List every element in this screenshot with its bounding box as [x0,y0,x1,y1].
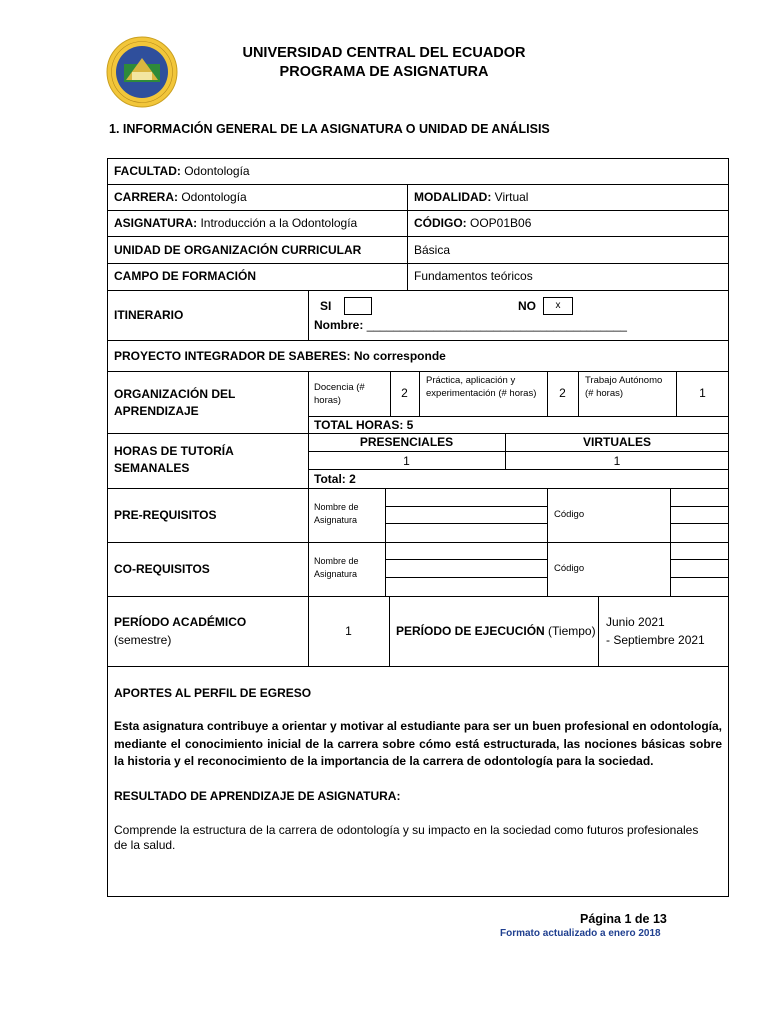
row-divider [107,596,729,597]
practica-value: 2 [559,386,566,400]
ejecucion-sub: (Tiempo) [544,624,596,638]
tutoria-label: HORAS DE TUTORÍA SEMANALES [114,444,234,475]
format-note: Formato actualizado a enero 2018 [500,928,661,939]
row-divider [107,433,729,434]
col-divider [385,488,386,596]
codigo-label: CÓDIGO: [414,216,467,230]
trabajo-value: 1 [699,386,706,400]
facultad-field [114,164,250,178]
nombre-label: Nombre: [314,318,364,332]
row-divider [670,523,729,524]
prereq-nombre-label: Nombre de Asignatura [314,502,359,525]
col-divider [578,371,579,416]
aportes-text: Esta asignatura contribuye a orientar y motivar al estudiante para ser un buen profesional en odontología, mediante el conocimiento inicial de la carrera sobre cómo está estructurada, las nociones básicas sobre la historia y el reconocimiento de la importancia de la carrera de odontología para la sociedad. [114,719,722,768]
page-number: Página 1 de 13 [580,912,667,926]
col-divider [419,371,420,416]
unidad-value: Básica [414,243,451,257]
resultado-text: Comprende la estructura de la carrera de odontología y su impacto en la sociedad como futuros profesionales de la salud. [114,823,699,852]
nombre-line: _______________________________________ [366,318,627,332]
carrera-label: CARRERA: [114,190,178,204]
row-divider [670,559,729,560]
university-seal [106,36,178,108]
periodo-label: PERÍODO ACADÉMICO [114,615,247,629]
nombre-field [314,318,627,332]
col-divider [598,596,599,666]
asignatura-label: ASIGNATURA: [114,216,198,230]
coreq-codigo-label: Código [554,563,585,574]
modalidad-value: Virtual [491,190,529,204]
proyecto-value: No corresponde [350,349,446,363]
facultad-value: Odontología [180,164,250,178]
asignatura-value: Introducción a la Odontología [197,216,358,230]
practica-label: Práctica, aplicación y experimentación (# horas) [426,375,537,399]
row-divider [107,263,729,264]
program-title: PROGRAMA DE ASIGNATURA [279,64,489,80]
periodo-value: 1 [345,624,352,638]
row-divider [107,340,729,341]
row-divider [308,451,729,452]
row-divider [107,488,729,489]
col-divider [308,371,309,596]
unidad-label: UNIDAD DE ORGANIZACIÓN CURRICULAR [114,243,362,257]
corequisitos-label: CO-REQUISITOS [114,562,210,576]
proyecto-field [114,349,446,363]
virtuales-value: 1 [613,454,621,468]
resultado-title: RESULTADO DE APRENDIZAJE DE ASIGNATURA: [114,789,401,803]
docencia-value: 2 [401,386,408,400]
section-title: 1. INFORMACIÓN GENERAL DE LA ASIGNATURA O UNIDAD DE ANÁLISIS [109,122,550,136]
row-divider [107,236,729,237]
presenciales-label: PRESENCIALES [359,435,454,449]
col-divider [308,290,309,340]
row-divider [107,290,729,291]
tutoria-total: Total: 2 [314,472,356,486]
row-divider [107,371,729,372]
campo-value: Fundamentos teóricos [414,269,533,283]
codigo-value: OOP01B06 [466,216,532,230]
total-horas: TOTAL HORAS: 5 [314,418,414,432]
docencia-label: Docencia (# horas) [314,382,365,406]
row-divider [385,506,547,507]
prereq-codigo-label: Código [554,509,585,520]
codigo-field [414,216,531,230]
si-label: SI [320,299,332,313]
carrera-field [114,190,247,204]
ejecucion-field [396,624,596,638]
aportes-title: APORTES AL PERFIL DE EGRESO [114,686,312,700]
periodo-sub: (semestre) [114,633,172,647]
row-divider [107,666,729,667]
si-checkbox[interactable] [344,297,372,315]
ejecucion-end: - Septiembre 2021 [606,633,705,647]
row-divider [107,542,729,543]
organizacion-label: ORGANIZACIÓN DEL APRENDIZAJE [114,387,236,418]
itinerario-label: ITINERARIO [114,308,184,322]
modalidad-field [414,190,528,204]
row-divider [385,559,547,560]
col-divider [670,488,671,596]
trabajo-label: Trabajo Autónomo (# horas) [585,375,663,399]
ejecucion-label: PERÍODO DE EJECUCIÓN [396,624,545,638]
row-divider [670,577,729,578]
row-divider [107,184,729,185]
asignatura-field [114,216,357,230]
row-divider [385,523,547,524]
col-divider [389,596,390,666]
proyecto-label: PROYECTO INTEGRADOR DE SABERES: [114,349,351,363]
coreq-nombre-label: Nombre de Asignatura [314,556,359,579]
row-divider [308,416,729,417]
row-divider [308,469,729,470]
presenciales-value: 1 [403,454,410,468]
campo-label: CAMPO DE FORMACIÓN [114,269,256,283]
row-divider [670,506,729,507]
col-divider [547,488,548,596]
no-checkbox[interactable]: x [543,297,573,315]
ejecucion-start: Junio 2021 [606,615,665,629]
no-label: NO [518,299,536,313]
carrera-value: Odontología [178,190,247,204]
university-name: UNIVERSIDAD CENTRAL DEL ECUADOR [242,45,526,61]
facultad-label: FACULTAD: [114,164,181,178]
virtuales-label: VIRTUALES [582,435,651,449]
row-divider [385,577,547,578]
prerequisitos-label: PRE-REQUISITOS [114,508,217,522]
col-divider [407,184,408,290]
row-divider [107,210,729,211]
modalidad-label: MODALIDAD: [414,190,492,204]
